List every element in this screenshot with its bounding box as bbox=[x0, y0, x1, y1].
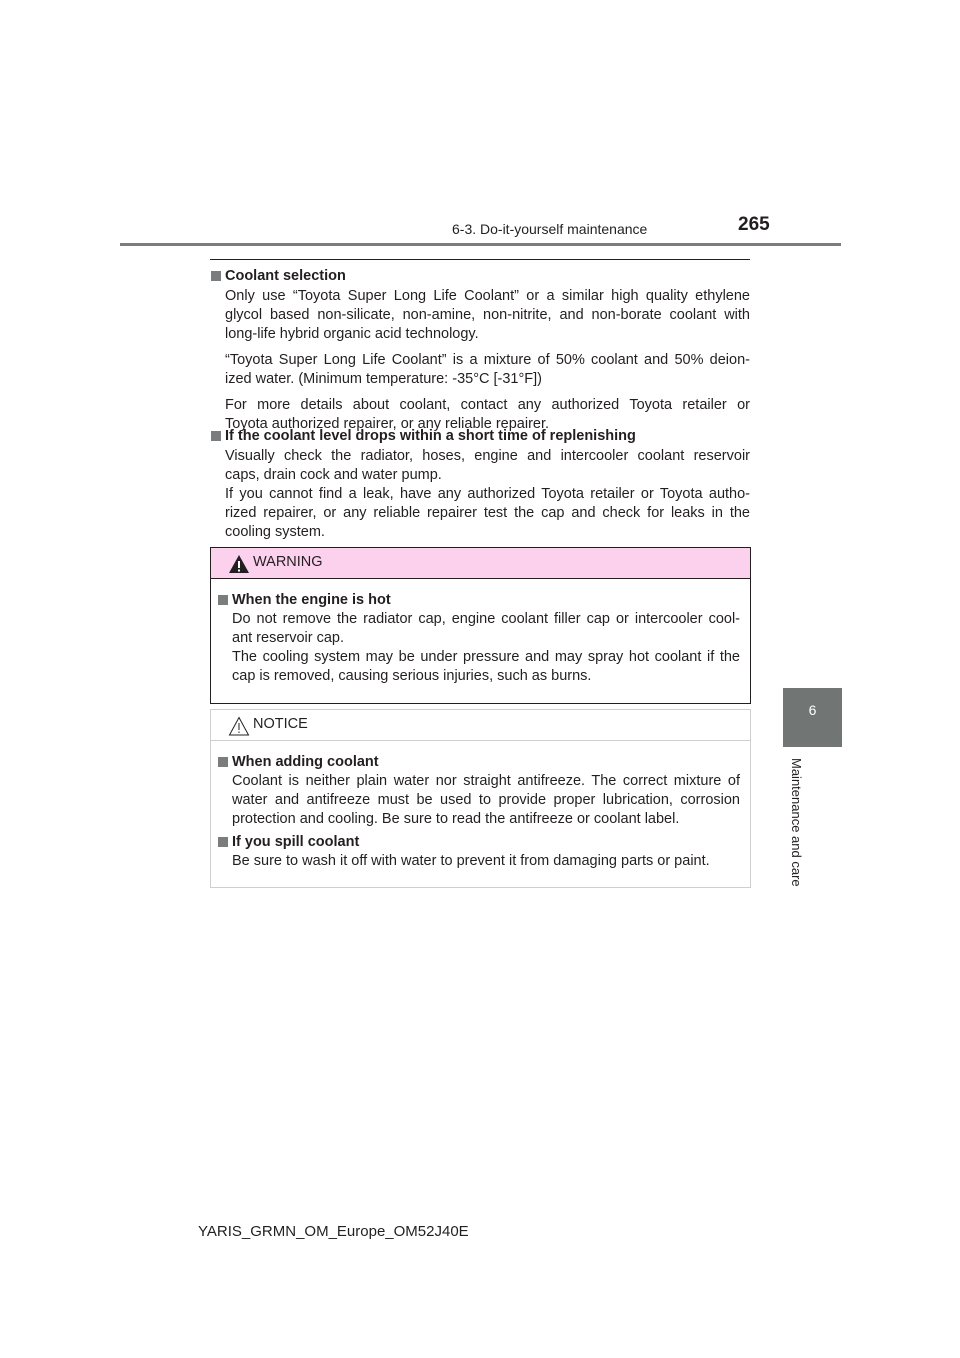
square-bullet-icon bbox=[211, 431, 221, 441]
text-line: Coolant is neither plain water nor straight antifreeze. The correct mixture of bbox=[232, 773, 740, 789]
item-title-text: If the coolant level drops within a short time of replenishing bbox=[225, 428, 636, 444]
warning-header bbox=[211, 548, 750, 579]
paragraph bbox=[225, 351, 750, 389]
square-bullet-icon bbox=[211, 271, 221, 281]
text-line: The cooling system may be under pressure and may spray hot coolant if the bbox=[232, 649, 740, 665]
text-line: caps, drain cock and water pump. bbox=[225, 467, 442, 483]
content-top-rule bbox=[210, 259, 750, 260]
text-line: cap is removed, causing serious injuries, such as burns. bbox=[232, 668, 592, 684]
notice-item-title bbox=[218, 753, 740, 772]
text-line: “Toyota Super Long Life Coolant” is a mixture of 50% coolant and 50% deion- bbox=[225, 352, 750, 368]
square-bullet-icon bbox=[218, 837, 228, 847]
notice-box bbox=[210, 709, 751, 888]
chapter-label bbox=[784, 758, 804, 900]
notice-triangle-icon bbox=[228, 716, 250, 736]
page-number: 265 bbox=[738, 214, 770, 235]
text-line: rized repairer, or any reliable repairer test the cap and check for leaks in the bbox=[225, 505, 750, 521]
notice-item-body bbox=[217, 772, 740, 829]
item-coolant-level-drops bbox=[210, 427, 750, 542]
paragraph bbox=[225, 447, 750, 542]
text-line: For more details about coolant, contact any authorized Toyota retailer or bbox=[225, 397, 750, 413]
section-title: 6-3. Do-it-yourself maintenance bbox=[452, 221, 648, 237]
text-line: Toyota authorized repairer, or any reliable repairer. bbox=[225, 416, 550, 432]
item-coolant-selection bbox=[210, 267, 750, 434]
chapter-tab bbox=[783, 688, 842, 747]
text-line: glycol based non-silicate, non-amine, non-nitrite, and non-borate coolant with bbox=[225, 307, 750, 323]
warning-label: WARNING bbox=[253, 554, 323, 570]
text-line: Do not remove the radiator cap, engine coolant filler cap or intercooler cool- bbox=[232, 611, 740, 627]
warning-item-title bbox=[218, 591, 740, 610]
header-rule bbox=[120, 243, 841, 246]
text-line: Visually check the radiator, hoses, engine and intercooler coolant reservoir bbox=[225, 448, 750, 464]
item-title-text: Coolant selection bbox=[225, 268, 346, 284]
text-line: protection and cooling. Be sure to read the antifreeze or coolant label. bbox=[232, 811, 680, 827]
item-title bbox=[211, 427, 750, 446]
text-line: Be sure to wash it off with water to prevent it from damaging parts or paint. bbox=[232, 853, 710, 869]
text-line: water and antifreeze must be used to provide proper lubrication, corrosion bbox=[232, 792, 740, 808]
chapter-number: 6 bbox=[808, 702, 817, 718]
text-line: ized water. (Minimum temperature: -35°C [-31°F]) bbox=[225, 371, 542, 387]
square-bullet-icon bbox=[218, 757, 228, 767]
text-line: ant reservoir cap. bbox=[232, 630, 345, 646]
document-id: YARIS_GRMN_OM_Europe_OM52J40E bbox=[198, 1223, 469, 1240]
item-title-text: When adding coolant bbox=[232, 754, 379, 770]
text-line: cooling system. bbox=[225, 524, 325, 540]
paragraph bbox=[225, 287, 750, 344]
item-title-text: If you spill coolant bbox=[232, 834, 360, 850]
warning-box bbox=[210, 547, 751, 704]
square-bullet-icon bbox=[218, 595, 228, 605]
notice-item-title bbox=[218, 833, 740, 852]
chapter-label-text: Maintenance and care bbox=[789, 758, 804, 887]
item-title-text: When the engine is hot bbox=[232, 592, 391, 608]
warning-item-body bbox=[217, 610, 740, 686]
text-line: Only use “Toyota Super Long Life Coolant” or a similar high quality ethylene bbox=[225, 288, 750, 304]
notice-header bbox=[211, 710, 750, 741]
notice-label: NOTICE bbox=[253, 716, 308, 732]
text-line: long-life hybrid organic acid technology. bbox=[225, 326, 479, 342]
text-line: If you cannot find a leak, have any authorized Toyota retailer or Toyota autho- bbox=[225, 486, 750, 502]
item-title bbox=[211, 267, 750, 286]
notice-item-body bbox=[217, 852, 740, 871]
warning-triangle-icon bbox=[228, 554, 250, 574]
